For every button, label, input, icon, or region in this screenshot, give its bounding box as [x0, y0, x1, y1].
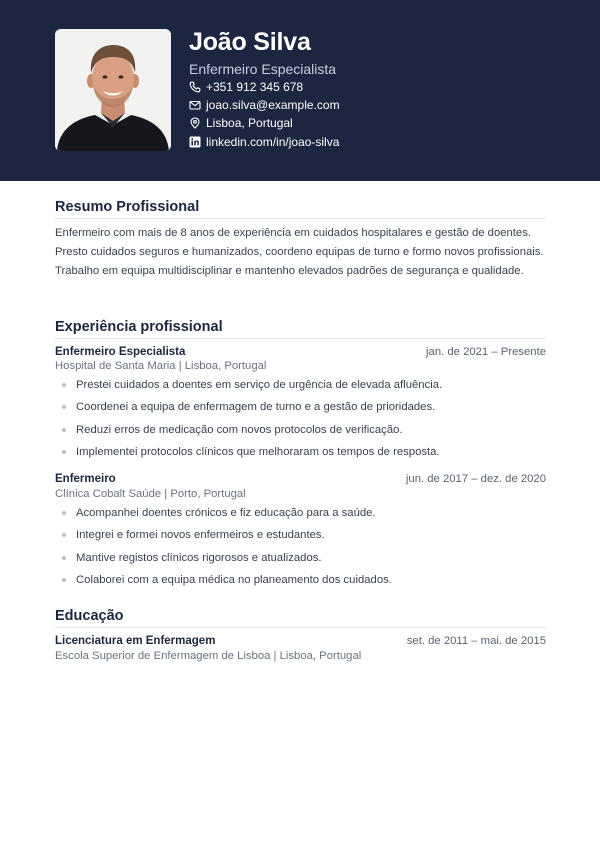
candidate-role: Enfermeiro Especialista [189, 61, 337, 77]
list-item: Prestei cuidados a doentes em serviço de urgência de elevada afluência. [55, 378, 546, 400]
summary-text: Enfermeiro com mais de 8 anos de experiência em cuidados hospitalares e gestão de doentes. Presto cuidados seguros e humanizados, coordeno equipas de turno e formo novos profissionais. Trabalho em equipa multidisciplinar e mantenho elevados padrões de segurança e qualidade. [55, 227, 544, 278]
linkedin-icon [189, 136, 201, 148]
contact-email [189, 97, 340, 113]
location-pin-icon [189, 117, 201, 129]
experience-section-title: Experiência profissional [55, 318, 546, 339]
list-item: Implementei protocolos clínicos que melhoraram os tempos de resposta. [55, 445, 546, 467]
job-title: Enfermeiro Especialista [55, 346, 186, 358]
job-dates: jan. de 2021 – Presente [426, 346, 546, 358]
list-item: Coordenei a equipa de enfermagem de turno e a gestão de prioridades. [55, 400, 546, 422]
summary-section-title: Resumo Profissional [55, 198, 546, 219]
contact-linkedin-text[interactable]: linkedin.com/in/joao-silva [206, 135, 340, 149]
job-organization: Clínica Cobalt Saúde | Porto, Portugal [55, 488, 246, 500]
list-item: Colaborei com a equipa médica no planeamento dos cuidados. [55, 573, 546, 595]
job-bullets [55, 378, 546, 467]
resume-header [0, 0, 600, 181]
contact-location [189, 115, 293, 131]
contact-phone [189, 79, 303, 95]
job-bullets [55, 506, 546, 595]
job-dates: jun. de 2017 – dez. de 2020 [405, 473, 546, 485]
phone-icon [189, 81, 201, 93]
job-title: Enfermeiro [55, 473, 116, 485]
list-item: Integrei e formei novos enfermeiros e estudantes. [55, 528, 546, 550]
profile-photo [55, 29, 171, 151]
education-section-title: Educação [55, 607, 546, 628]
candidate-name: João Silva [189, 28, 311, 56]
contact-phone-text: +351 912 345 678 [206, 80, 304, 94]
list-item: Reduzi erros de medicação com novos protocolos de verificação. [55, 423, 546, 445]
list-item: Acompanhei doentes crónicos e fiz educação para a saúde. [55, 506, 546, 528]
job-organization: Hospital de Santa Maria | Lisboa, Portugal [55, 360, 267, 372]
mail-icon [189, 99, 201, 111]
contact-email-text: joao.silva@example.com [206, 98, 340, 112]
degree-title: Licenciatura em Enfermagem [55, 635, 216, 647]
contact-linkedin[interactable] [189, 134, 339, 150]
education-school: Escola Superior de Enfermagem de Lisboa | Lisboa, Portugal [55, 650, 362, 662]
contact-location-text: Lisboa, Portugal [206, 116, 293, 130]
education-dates: set. de 2011 – mai. de 2015 [406, 635, 546, 647]
list-item: Mantive registos clínicos rigorosos e atualizados. [55, 551, 546, 573]
